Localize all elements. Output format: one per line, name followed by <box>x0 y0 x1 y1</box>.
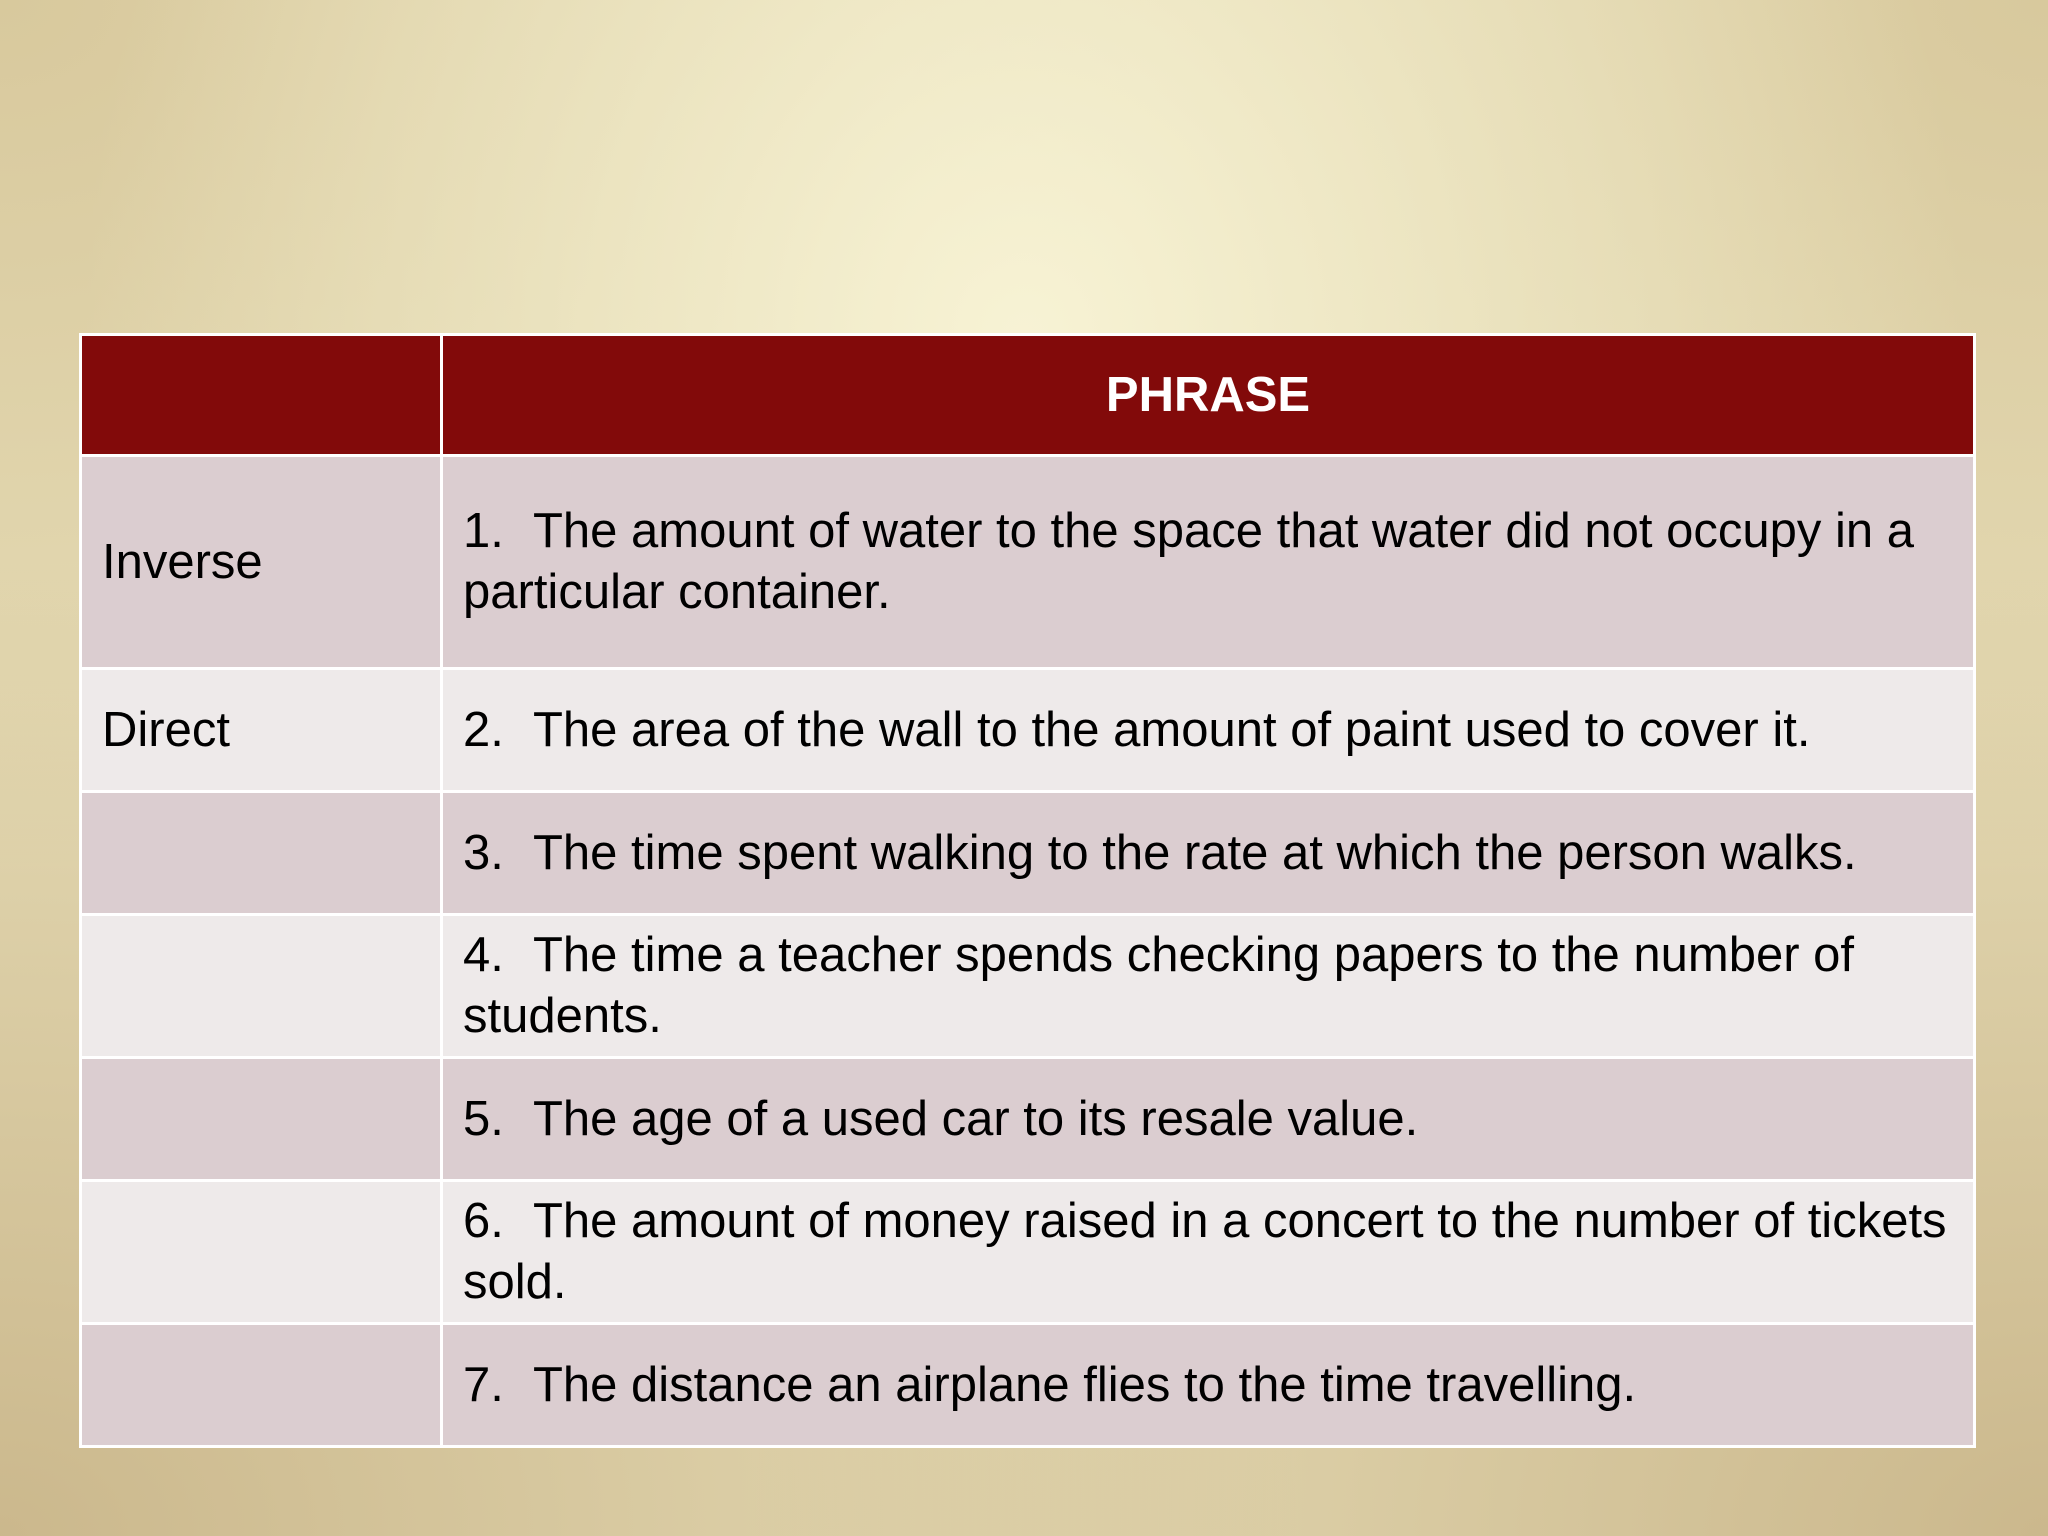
phrase-number: 1. <box>463 504 504 558</box>
phrase-number: 4. <box>463 928 504 982</box>
phrase-cell <box>442 1181 1975 1324</box>
phrase-text: The age of a used car to its resale value. <box>533 1091 1419 1146</box>
header-phrase-column: PHRASE <box>442 335 1975 456</box>
phrase-cell <box>442 915 1975 1058</box>
phrase-text: The distance an airplane flies to the time travelling. <box>533 1357 1637 1412</box>
phrase-number: 3. <box>463 825 504 880</box>
phrase-text: The time spent walking to the rate at which the person walks. <box>533 825 1857 880</box>
variation-label <box>81 915 442 1058</box>
table-row <box>81 1324 1975 1447</box>
table-row <box>81 456 1975 669</box>
phrase-cell <box>442 1058 1975 1181</box>
variation-label: Direct <box>81 669 442 792</box>
phrase-number: 2. <box>463 702 504 757</box>
table-row <box>81 915 1975 1058</box>
header-label-column <box>81 335 442 456</box>
variation-label: Inverse <box>81 456 442 669</box>
phrase-text: The amount of money raised in a concert to the number of tickets sold. <box>463 1194 1947 1309</box>
phrase-text: The area of the wall to the amount of paint used to cover it. <box>533 702 1811 757</box>
phrase-cell <box>442 792 1975 915</box>
phrase-table <box>79 333 1976 1448</box>
phrase-number: 7. <box>463 1357 504 1412</box>
table-row <box>81 792 1975 915</box>
phrase-number: 6. <box>463 1194 504 1248</box>
table-row <box>81 669 1975 792</box>
phrase-number: 5. <box>463 1091 504 1146</box>
table-row <box>81 1058 1975 1181</box>
variation-label <box>81 1058 442 1181</box>
phrase-cell <box>442 1324 1975 1447</box>
table-header-row <box>81 335 1975 456</box>
variation-label <box>81 1324 442 1447</box>
phrase-text: The time a teacher spends checking papers to the number of students. <box>463 928 1855 1043</box>
phrase-cell <box>442 456 1975 669</box>
phrase-text: The amount of water to the space that water did not occupy in a particular container. <box>463 504 1914 619</box>
table-row <box>81 1181 1975 1324</box>
variation-label <box>81 1181 442 1324</box>
variation-label <box>81 792 442 915</box>
phrase-cell <box>442 669 1975 792</box>
